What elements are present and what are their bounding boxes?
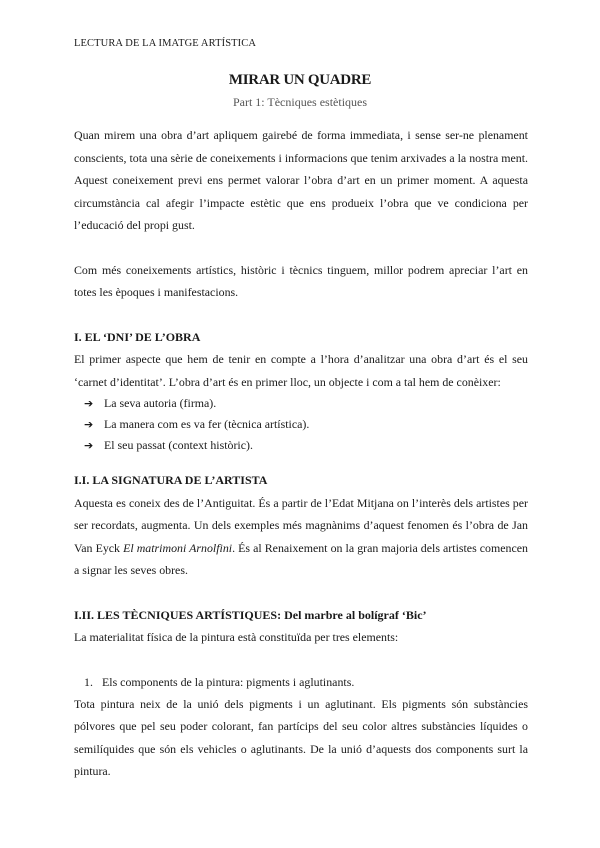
section-heading-signature: I.I. LA SIGNATURA DE L’ARTISTA bbox=[74, 473, 268, 487]
list-item-text: La manera com es va fer (tècnica artística). bbox=[104, 417, 310, 431]
section-signature-body bbox=[74, 492, 528, 582]
list-item-text: La seva autoria (firma). bbox=[104, 396, 217, 410]
section-heading-dni: I. EL ‘DNI’ DE L’OBRA bbox=[74, 329, 201, 344]
signature-body-text-2: . És al Renaixement on la gran majoria dels artistes comencen a signar les seves obres. bbox=[74, 540, 528, 577]
section-heading-techniques: I.II. LES TÈCNIQUES ARTÍSTIQUES: Del marbre al bolígraf ‘Bic’ bbox=[74, 607, 427, 622]
arrow-right-icon: ➔ bbox=[84, 397, 94, 410]
artwork-title: El matrimoni Arnolfini bbox=[123, 540, 233, 555]
arrow-right-icon: ➔ bbox=[84, 439, 94, 452]
running-head: LECTURA DE LA IMATGE ARTÍSTICA bbox=[74, 38, 257, 49]
signature-body-text-1: Aquesta es coneix des de l’Antiguitat. És a partir de l’Edat Mitjana on l’interès dels artistes per ser recordats, augmenta. Un dels exemples més magnànims d’aquest fenomen és l’obra de Jan Van Eyck bbox=[74, 495, 528, 555]
numbered-item-1-body: Tota pintura neix de la unió dels pigments i un aglutinant. Els pigments són substàncies pólvores que pel seu poder colorant, fan partícips del seu color altres substàncies líquides o semilíquides que són els vehicles o aglutinants. De la unió d’aquests dos components surt la pintura. bbox=[74, 696, 528, 778]
section-techniques-intro: La materialitat física de la pintura està constituïda per tres elements: bbox=[74, 630, 399, 644]
list-item bbox=[84, 435, 528, 456]
numbered-item-1 bbox=[74, 671, 528, 693]
section-dni-body: El primer aspecte que hem de tenir en compte a l’hora d’analitzar una obra d’art és el seu ‘carnet d’identitat’. L’obra d’art és en primer lloc, un objecte i com a tal hem de conèixer: bbox=[74, 352, 528, 389]
item-label: Els components de la pintura: pigments i aglutinants. bbox=[102, 674, 355, 689]
list-item-text: El seu passat (context històric). bbox=[104, 438, 253, 452]
identity-list bbox=[74, 393, 528, 456]
list-item bbox=[84, 414, 528, 435]
item-number: 1. bbox=[84, 674, 93, 689]
list-item bbox=[84, 393, 528, 414]
document-subtitle: Part 1: Tècniques estètiques bbox=[232, 95, 368, 109]
intro-paragraph-2: Com més coneixements artístics, històric i tècnics tinguem, millor podrem apreciar l’art en totes les èpoques i manifestacions. bbox=[74, 262, 528, 299]
intro-paragraph-1: Quan mirem una obra d’art apliquem gairebé de forma immediata, i sense ser-ne plenament conscients, tota una sèrie de coneixements i informacions que tenim arxivades a la nostra ment. Aquest coneixement previ ens permet valorar l’obra d’art en un primer moment. A aquesta circumstància cal afegir l’impacte estètic que ens produeix l’obra que ve condiciona per l’educació del propi gust. bbox=[74, 128, 528, 232]
arrow-right-icon: ➔ bbox=[84, 418, 94, 431]
document-title: MIRAR UN QUADRE bbox=[228, 72, 372, 88]
document-body bbox=[74, 124, 528, 783]
